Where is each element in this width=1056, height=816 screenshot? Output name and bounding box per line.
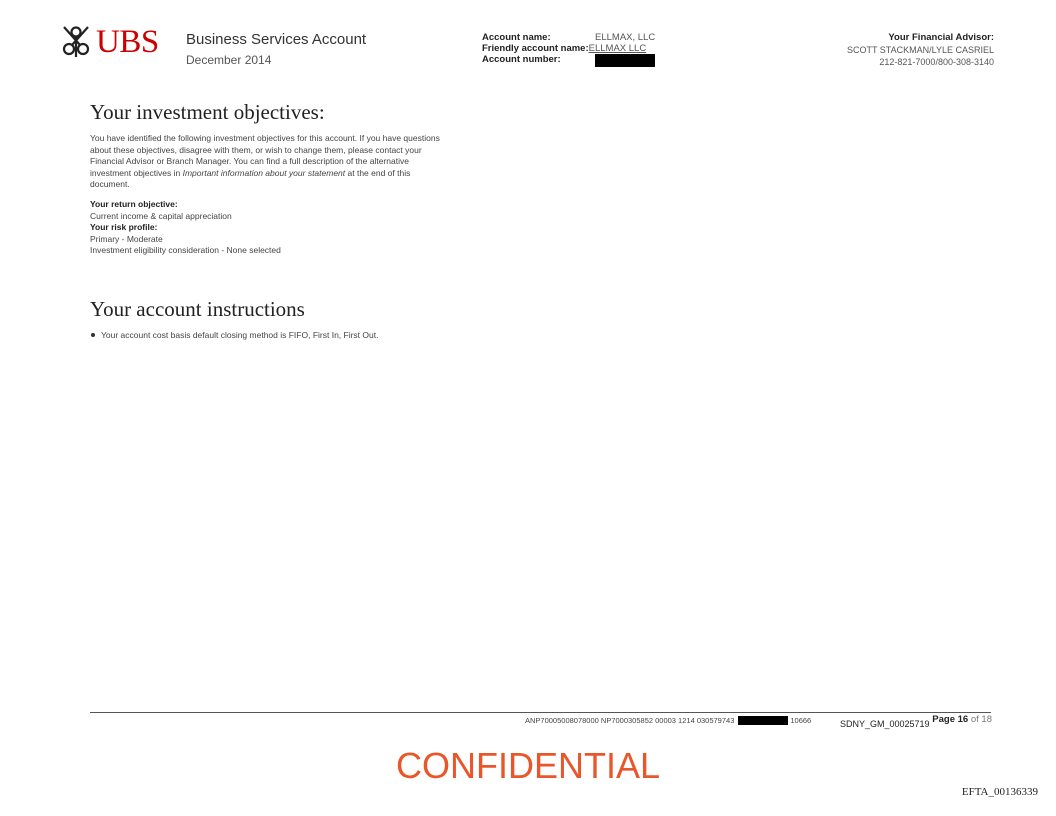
efta-id: EFTA_00136339 xyxy=(961,786,1038,798)
statement-info-reference: Important information about your statement xyxy=(182,167,346,178)
page-current: 16 xyxy=(957,714,969,725)
brand-logo: UBS xyxy=(96,24,159,60)
financial-advisor xyxy=(847,32,994,68)
advisor-label: Your Financial Advisor: xyxy=(888,32,994,43)
return-objective-label: Your return objective: xyxy=(90,199,178,209)
statement-date: December 2014 xyxy=(186,53,272,67)
footer-code-suffix: 10666 xyxy=(790,716,812,725)
account-number-label: Account number: xyxy=(482,54,561,65)
page-number xyxy=(932,714,992,725)
intro-line: investment objectives in Important information about your statement at the end of this xyxy=(90,167,411,178)
account-name: ELLMAX, LLC xyxy=(595,32,656,43)
return-objective-value: Current income & capital appreciation xyxy=(90,210,232,221)
objectives-intro xyxy=(90,133,510,191)
bates-stamp: SDNY_GM_00025719 xyxy=(840,719,930,729)
eligibility-value: Investment eligibility consideration - None selected xyxy=(90,245,281,255)
footer-code-redaction xyxy=(738,716,788,725)
intro-line: Financial Advisor or Branch Manager. You can find a full description of the alternative xyxy=(90,156,409,166)
account-number-redaction xyxy=(595,54,655,67)
footer-code xyxy=(525,716,811,725)
objectives-details xyxy=(90,199,510,257)
intro-line: You have identified the following investment objectives for this account. If you have questions xyxy=(90,133,440,143)
page-label: Page xyxy=(932,714,955,725)
confidential-stamp: CONFIDENTIAL xyxy=(395,745,661,786)
instruction-text: Your account cost basis default closing method is FIFO, First In, First Out. xyxy=(101,330,379,340)
advisor-phone: 212-821-7000/800-308-3140 xyxy=(879,57,994,67)
friendly-name-label: Friendly account name: xyxy=(482,43,589,54)
risk-profile-label: Your risk profile: xyxy=(90,222,158,232)
statement-title: Business Services Account xyxy=(186,31,367,48)
page-total: 18 xyxy=(981,714,992,725)
account-name-label: Account name: xyxy=(482,32,551,43)
instructions-heading: Your account instructions xyxy=(90,297,305,321)
page-of: of xyxy=(970,714,979,725)
footer-code-text: ANP70005008078000 NP7000305852 00003 1214 030579743 xyxy=(525,716,735,725)
instruction-item xyxy=(90,330,378,340)
advisor-names: SCOTT STACKMAN/LYLE CASRIEL xyxy=(846,45,994,55)
intro-line: about these objectives, disagree with them, or wish to change them, please contact your xyxy=(90,144,422,155)
account-info xyxy=(482,32,655,67)
friendly-name: ELLMAX LLC xyxy=(588,43,647,54)
intro-line: document. xyxy=(90,179,130,189)
bullet-icon xyxy=(91,333,95,337)
footer-divider xyxy=(90,712,991,713)
risk-profile-value: Primary - Moderate xyxy=(90,233,163,244)
ubs-keys-logo-icon xyxy=(58,24,94,60)
objectives-heading: Your investment objectives: xyxy=(90,100,325,124)
